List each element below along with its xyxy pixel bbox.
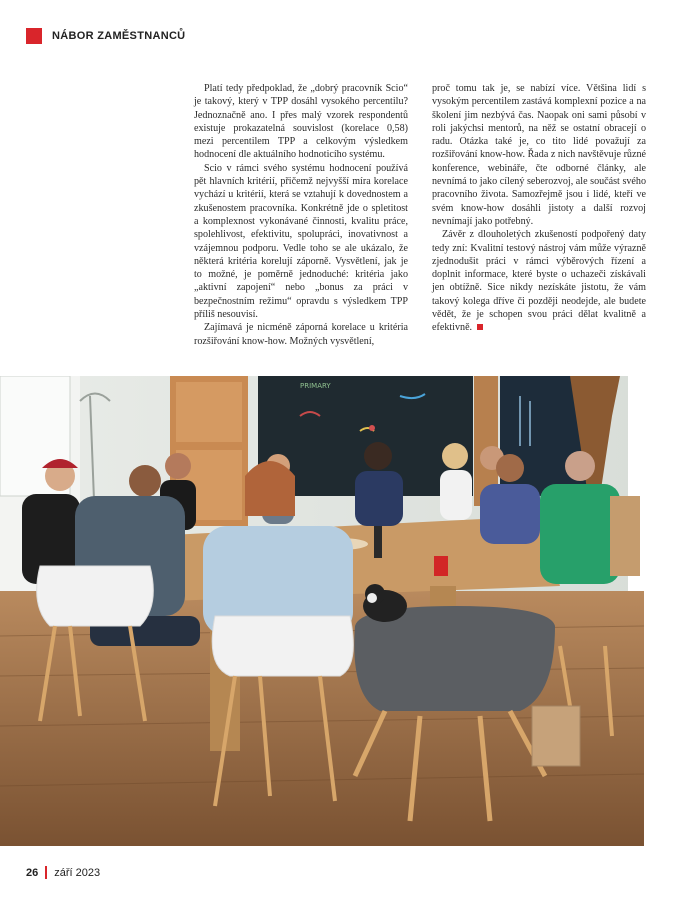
- article-body: [194, 82, 646, 367]
- section-marker: [26, 28, 42, 44]
- section-title: NÁBOR ZAMĚSTNANCŮ: [52, 30, 186, 42]
- paragraph: Platí tedy předpoklad, že „dobrý pracovník Scio“ je takový, který v TPP dosáhl vysokého percentilu? Jednoznačně ano. I přes malý vzorek respondentů existuje prokazatelná souvislost (korelace 0,58) mezi percentilem TPP a celkovým výsledkem hodnocení dle aktuálního hodnoticího systému.: [194, 83, 408, 161]
- paragraph: Zajímavá je nicméně záporná korelace u kritéria rozšiřování know-how. Možných vysvětlení,: [194, 322, 408, 347]
- article-column-right: [432, 82, 646, 335]
- section-header: [26, 26, 185, 46]
- team-meeting-photo: [0, 376, 644, 846]
- paragraph: [432, 228, 646, 334]
- end-of-article-mark: [477, 324, 483, 330]
- paragraph-text: Závěr z dlouholetých zkušeností podpořený daty tedy zní: Kvalitní testový nástroj vám může výrazně zjednodušit práci v rámci výběrových řízení a doplnit informace, které byste o uchazeči získávali jen obtížně. Sice nikdy nezískáte jistotu, že vám takový kolega dříve či později neodejde, ale budete vědět, že je schopen svou práci dělat kvalitně a efektivně.: [432, 229, 646, 334]
- article-column-left: [194, 82, 408, 348]
- svg-text:PRIMARY: PRIMARY: [300, 382, 331, 390]
- paragraph: Scio v rámci svého systému hodnocení používá pět hlavních kritérií, přičemž nejvyšší míra korelace vychází u kritérií, která se vztahují k dovednostem a zkušenostem pracovníka. Konkrétně jde o spletitost a komplexnost vykonávané činnosti, kvalitu práce, spolehlivost, efektivitu, spolupráci, inovativnost a vzájemnou podporu. Vedle toho se ale ukázalo, že některá kritéria korelují záporně. Vysvětlení, jak je to možné, je poměrně jednoduché: kritéria jako „aktivní zapojení“ nebo „bonus za práci v bezpečnostním režimu“ opravdu s výsledkem TPP příliš nesouvisí.: [194, 162, 408, 321]
- page-footer: [26, 866, 100, 879]
- footer-separator: [45, 866, 47, 879]
- page-number: 26: [26, 866, 39, 879]
- paragraph: proč tomu tak je, se nabízí více. Většina lidí s vysokým percentilem zastává komplexní pozice a na školení jim nezbývá čas. Naopak oni sami působí v roli jakýchsi mentorů, na něž se ostatní obracejí o radu. Otázka také je, co tito lidé považují za rozšiřování know-how. Řada z nich navštěvuje různé konference, webináře, čte odborné články, ale nevnímá to jako cílený seberozvoj, ale součást svého pracovního života. Samozřejmě jsou i lidé, kteří ve svém know-how dosáhli jistoty a další rozvoj nevnímají jako potřebný.: [432, 83, 646, 227]
- issue-date: září 2023: [54, 866, 101, 879]
